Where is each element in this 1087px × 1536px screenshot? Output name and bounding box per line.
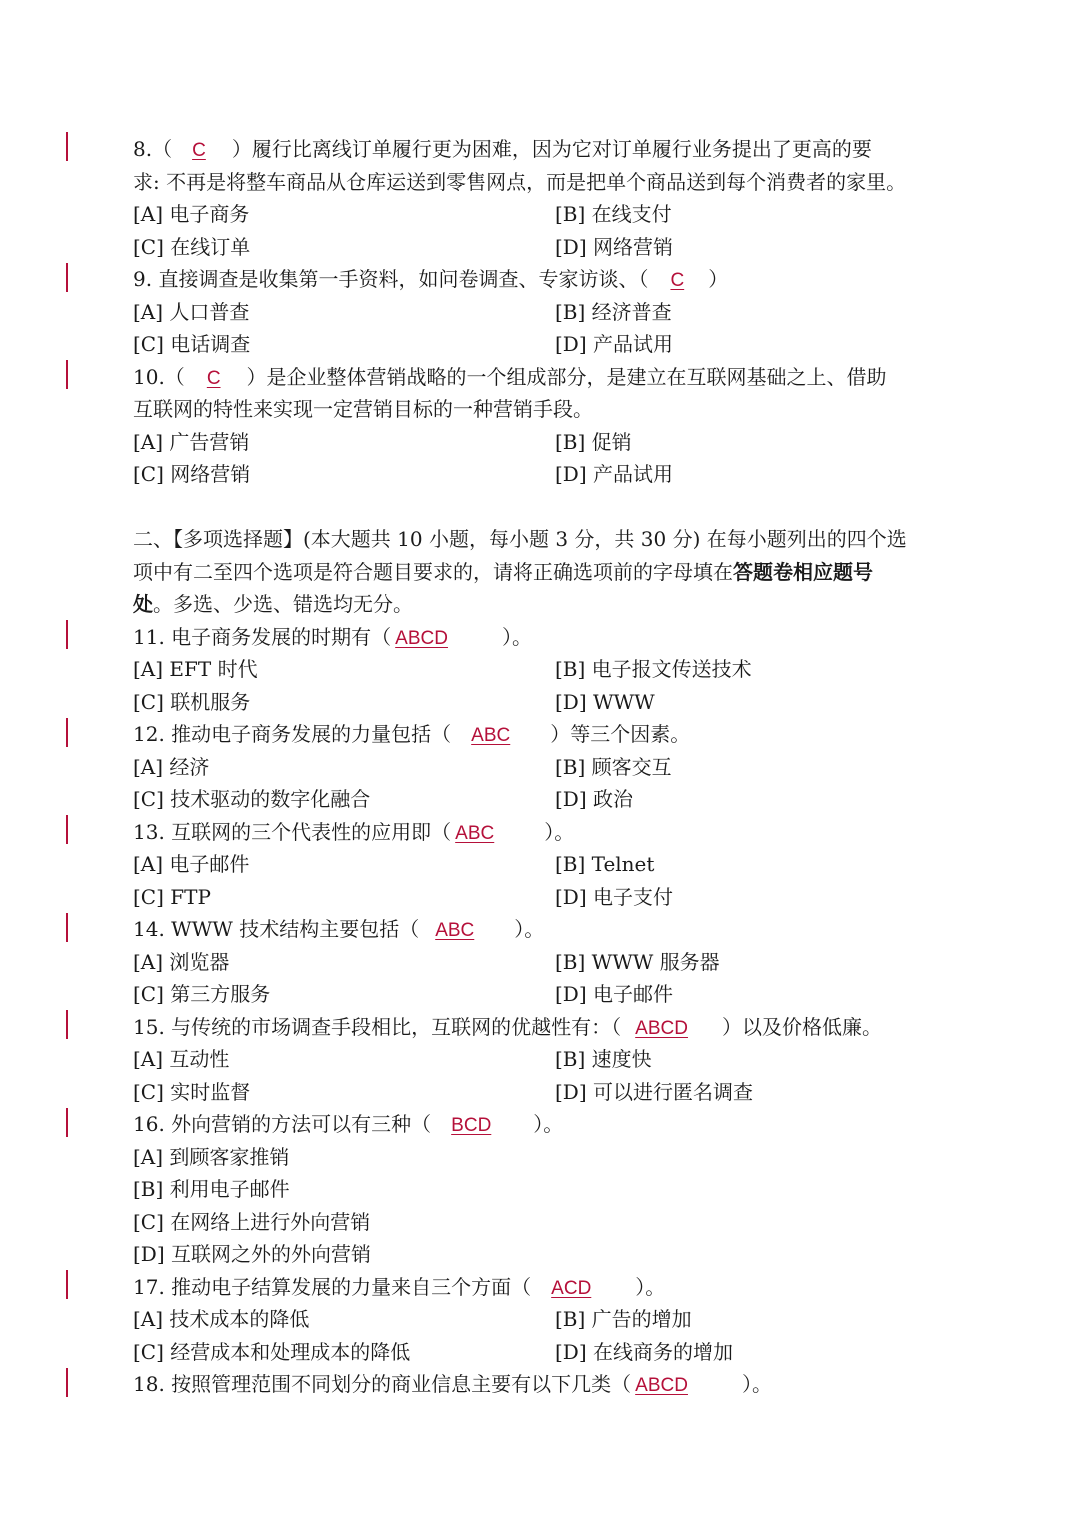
question-text: 9. 直接调查是收集第一手资料，如问卷调查、专家访谈、（ bbox=[133, 267, 649, 291]
revision-marker bbox=[66, 132, 68, 161]
question-text: 15. 与传统的市场调查手段相比，互联网的优越性有：（ bbox=[133, 1015, 622, 1039]
option-b: [B] 速度快 bbox=[555, 1047, 652, 1071]
instruction-emphasis: 答题卷相应题号 bbox=[733, 560, 873, 584]
option-a: [A] 技术成本的降低 bbox=[133, 1307, 310, 1331]
question-text: ）以及价格低廉。 bbox=[721, 1015, 882, 1039]
option-a: [A] EFT 时代 bbox=[133, 657, 258, 681]
option-b: [B] 经济普查 bbox=[555, 300, 672, 324]
option-a: [A] 电子商务 bbox=[133, 202, 250, 226]
question-11 bbox=[133, 622, 973, 652]
option-c: [C] 联机服务 bbox=[133, 690, 251, 714]
option-b: [B] 顾客交互 bbox=[555, 755, 672, 779]
question-17 bbox=[133, 1272, 973, 1302]
question-10-line2: 互联网的特性来实现一定营销目标的一种营销手段。 bbox=[133, 397, 593, 421]
option-b: [B] 电子报文传送技术 bbox=[555, 657, 752, 681]
question-text: ）。 bbox=[544, 820, 575, 844]
option-a: [A] 互动性 bbox=[133, 1047, 230, 1071]
revision-marker bbox=[66, 263, 68, 292]
question-text: ）履行比离线订单履行更为困难，因为它对订单履行业务提出了更高的要 bbox=[231, 137, 872, 161]
question-text: ）。 bbox=[741, 1372, 772, 1396]
revision-marker bbox=[66, 1270, 68, 1299]
option-a: [A] 人口普查 bbox=[133, 300, 250, 324]
question-text: ）。 bbox=[514, 917, 545, 941]
revision-marker bbox=[66, 718, 68, 747]
revision-marker bbox=[66, 1010, 68, 1039]
option-a: [A] 电子邮件 bbox=[133, 852, 250, 876]
option-a: [A] 浏览器 bbox=[133, 950, 230, 974]
question-text: ）。 bbox=[501, 625, 532, 649]
answer-mark: C bbox=[670, 270, 685, 291]
section-heading: 二、【多项选择题】(本大题共 10 小题，每小题 3 分，共 30 分) 在每小题列出的四个选 bbox=[133, 527, 907, 551]
revision-marker bbox=[66, 1108, 68, 1137]
question-12 bbox=[133, 719, 973, 749]
option-d: [D] 产品试用 bbox=[555, 462, 673, 486]
option-b: [B] 促销 bbox=[555, 430, 632, 454]
option-c: [C] 电话调查 bbox=[133, 332, 251, 356]
answer-mark: ABC bbox=[471, 725, 511, 746]
answer-mark: ABC bbox=[455, 823, 495, 844]
option-c: [C] 在网络上进行外向营销 bbox=[133, 1210, 371, 1234]
option-b: [B] WWW 服务器 bbox=[555, 950, 720, 974]
option-d: [D] 网络营销 bbox=[555, 235, 673, 259]
option-d: [D] 电子邮件 bbox=[555, 982, 673, 1006]
revision-marker bbox=[66, 620, 68, 649]
option-a: [A] 经济 bbox=[133, 755, 210, 779]
revision-marker bbox=[66, 815, 68, 844]
question-text: 16. 外向营销的方法可以有三种（ bbox=[133, 1112, 432, 1136]
answer-mark: ABCD bbox=[635, 1375, 688, 1396]
question-14 bbox=[133, 914, 973, 944]
answer-mark: ABCD bbox=[635, 1018, 688, 1039]
question-text: ）等三个因素。 bbox=[550, 722, 691, 746]
option-d: [D] 在线商务的增加 bbox=[555, 1340, 733, 1364]
instruction-text: 项中有二至四个选项是符合题目要求的，请将正确选项前的字母填在 bbox=[133, 560, 733, 584]
question-10 bbox=[133, 362, 973, 392]
question-text: 13. 互联网的三个代表性的应用即（ bbox=[133, 820, 452, 844]
option-b: [B] 利用电子邮件 bbox=[133, 1177, 290, 1201]
option-d: [D] 电子支付 bbox=[555, 885, 673, 909]
revision-marker bbox=[66, 913, 68, 942]
option-c: [C] 在线订单 bbox=[133, 235, 251, 259]
question-text: ）。 bbox=[635, 1275, 666, 1299]
option-c: [C] 第三方服务 bbox=[133, 982, 271, 1006]
option-c: [C] 网络营销 bbox=[133, 462, 251, 486]
question-text: 18. 按照管理范围不同划分的商业信息主要有以下几类（ bbox=[133, 1372, 632, 1396]
option-d: [D] 可以进行匿名调查 bbox=[555, 1080, 753, 1104]
question-text: 8.（ bbox=[133, 137, 173, 161]
question-8-line2: 求: 不再是将整车商品从仓库运送到零售网点，而是把单个商品送到每个消费者的家里。 bbox=[133, 170, 907, 194]
question-text: ） bbox=[708, 267, 729, 291]
question-15 bbox=[133, 1012, 973, 1042]
revision-marker bbox=[66, 1368, 68, 1397]
question-text: ）是企业整体营销战略的一个组成部分，是建立在互联网基础之上、借助 bbox=[246, 365, 887, 389]
answer-mark: C bbox=[206, 368, 221, 389]
option-a: [A] 广告营销 bbox=[133, 430, 250, 454]
instruction-text: 。多选、少选、错选均无分。 bbox=[153, 592, 413, 616]
section-instructions bbox=[133, 557, 973, 587]
option-d: [D] 政治 bbox=[555, 787, 633, 811]
option-c: [C] FTP bbox=[133, 885, 211, 909]
option-d: [D] 互联网之外的外向营销 bbox=[133, 1242, 371, 1266]
question-text: 14. WWW 技术结构主要包括（ bbox=[133, 917, 420, 941]
section-instructions-line3 bbox=[133, 589, 973, 619]
question-18 bbox=[133, 1369, 973, 1399]
question-9 bbox=[133, 264, 973, 294]
answer-mark: BCD bbox=[451, 1115, 492, 1136]
question-text: 12. 推动电子商务发展的力量包括（ bbox=[133, 722, 452, 746]
question-13 bbox=[133, 817, 973, 847]
question-16 bbox=[133, 1109, 973, 1139]
question-text: 17. 推动电子结算发展的力量来自三个方面（ bbox=[133, 1275, 532, 1299]
revision-marker bbox=[66, 360, 68, 389]
answer-mark: C bbox=[192, 140, 206, 161]
option-b: [B] 广告的增加 bbox=[555, 1307, 692, 1331]
option-b: [B] 在线支付 bbox=[555, 202, 672, 226]
answer-mark: ACD bbox=[551, 1278, 592, 1299]
option-c: [C] 实时监督 bbox=[133, 1080, 251, 1104]
option-b: [B] Telnet bbox=[555, 852, 655, 876]
instruction-emphasis: 处 bbox=[133, 592, 153, 616]
question-text: 11. 电子商务发展的时期有（ bbox=[133, 625, 392, 649]
option-d: [D] 产品试用 bbox=[555, 332, 673, 356]
question-text: ）。 bbox=[533, 1112, 564, 1136]
option-c: [C] 经营成本和处理成本的降低 bbox=[133, 1340, 411, 1364]
question-8 bbox=[133, 134, 973, 164]
answer-mark: ABC bbox=[435, 920, 475, 941]
option-c: [C] 技术驱动的数字化融合 bbox=[133, 787, 371, 811]
option-d: [D] WWW bbox=[555, 690, 655, 714]
answer-mark: ABCD bbox=[395, 628, 448, 649]
option-a: [A] 到顾客家推销 bbox=[133, 1145, 290, 1169]
question-text: 10.（ bbox=[133, 365, 185, 389]
